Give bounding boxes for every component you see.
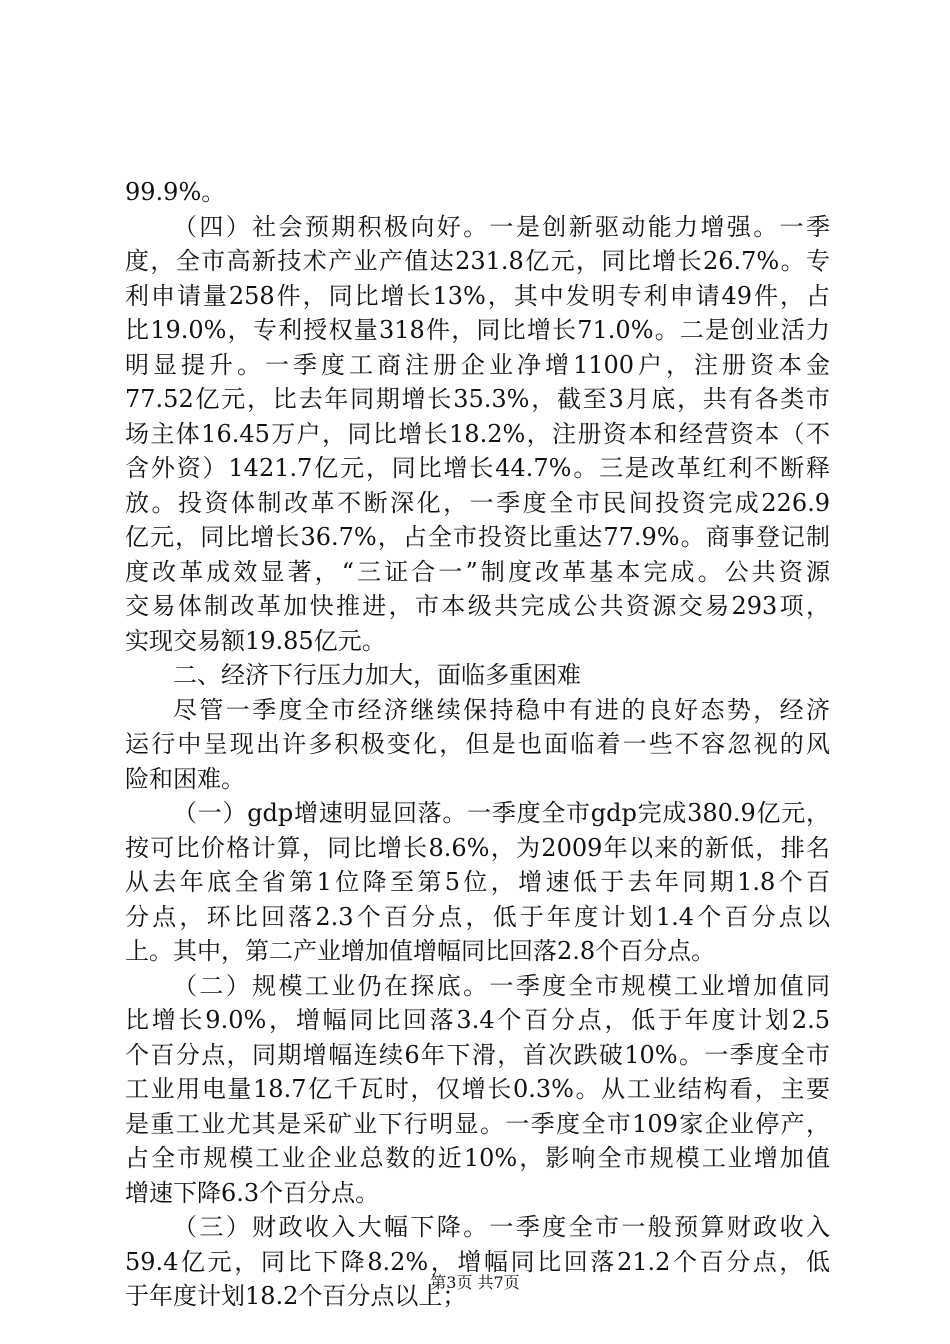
text-line: 亿元，同比增长36.7%，占全市投资比重达77.9%。商事登记制 xyxy=(125,523,830,551)
text-line: 放。投资体制改革不断深化，一季度全市民间投资完成226.9 xyxy=(125,488,830,517)
body-text xyxy=(125,175,830,1314)
text-line: 工业用电量18.7亿千瓦时，仅增长0.3%。从工业结构看，主要 xyxy=(125,1075,830,1103)
text-line: （一）gdp增速明显回落。一季度全市gdp完成380.9亿元， xyxy=(173,799,830,827)
text-line: 增速下降6.3个百分点。 xyxy=(125,1178,380,1207)
text-line: （三）财政收入大幅下降。一季度全市一般预算财政收入 xyxy=(173,1213,830,1241)
page-number-label: 第3页 共7页 xyxy=(430,1273,520,1292)
text-line: 上。其中，第二产业增加值增幅同比回落2.8个百分点。 xyxy=(125,937,716,965)
text-line: 交易体制改革加快推进，市本级共完成公共资源交易293项， xyxy=(125,592,830,620)
text-line: 比19.0%，专利授权量318件，同比增长71.0%。二是创业活力 xyxy=(125,316,830,344)
text-line: 明显提升。一季度工商注册企业净增1100户，注册资本金 xyxy=(125,350,830,379)
text-line: 度改革成效显著，“三证合一”制度改革基本完成。公共资源 xyxy=(125,557,830,586)
text-line: 含外资）1421.7亿元，同比增长44.7%。三是改革红利不断释 xyxy=(125,454,830,482)
text-line: 59.4亿元，同比下降8.2%，增幅同比回落21.2个百分点，低 xyxy=(125,1247,830,1276)
text-line: （二）规模工业仍在探底。一季度全市规模工业增加值同 xyxy=(173,971,830,1000)
text-line: 场主体16.45万户，同比增长18.2%，注册资本和经营资本（不 xyxy=(125,419,830,448)
text-line: 于年度计划18.2个百分点以上； xyxy=(125,1282,467,1310)
text-line: 尽管一季度全市经济继续保持稳中有进的良好态势，经济 xyxy=(173,695,830,724)
section-heading: 二、经济下行压力加大，面临多重困难 xyxy=(173,661,581,689)
text-line: 比增长9.0%，增幅同比回落3.4个百分点，低于年度计划2.5 xyxy=(125,1006,830,1034)
text-line: 是重工业尤其是采矿业下行明显。一季度全市109家企业停产， xyxy=(125,1109,830,1138)
text-line: 按可比价格计算，同比增长8.6%，为2009年以来的新低，排名 xyxy=(125,833,830,862)
text-line: 99.9%。 xyxy=(125,178,226,206)
text-line: 运行中呈现出许多积极变化，但是也面临着一些不容忽视的风 xyxy=(125,730,830,758)
text-line: 实现交易额19.85亿元。 xyxy=(125,626,386,655)
text-line: 险和困难。 xyxy=(125,764,245,793)
text-line: 分点，环比回落2.3个百分点，低于年度计划1.4个百分点以 xyxy=(125,902,830,931)
text-line: 个百分点，同期增幅连续6年下滑，首次跌破10%。一季度全市 xyxy=(125,1040,830,1069)
text-line: （四）社会预期积极向好。一是创新驱动能力增强。一季 xyxy=(173,212,830,241)
text-line: 从去年底全省第1位降至第5位，增速低于去年同期1.8个百 xyxy=(125,868,830,896)
page-footer xyxy=(0,1273,950,1293)
text-line: 77.52亿元，比去年同期增长35.3%，截至3月底，共有各类市 xyxy=(125,385,830,413)
text-line: 度，全市高新技术产业产值达231.8亿元，同比增长26.7%。专 xyxy=(125,247,830,275)
text-line: 利申请量258件，同比增长13%，其中发明专利申请49件，占 xyxy=(125,281,830,310)
text-line: 占全市规模工业企业总数的近10%，影响全市规模工业增加值 xyxy=(125,1144,830,1172)
